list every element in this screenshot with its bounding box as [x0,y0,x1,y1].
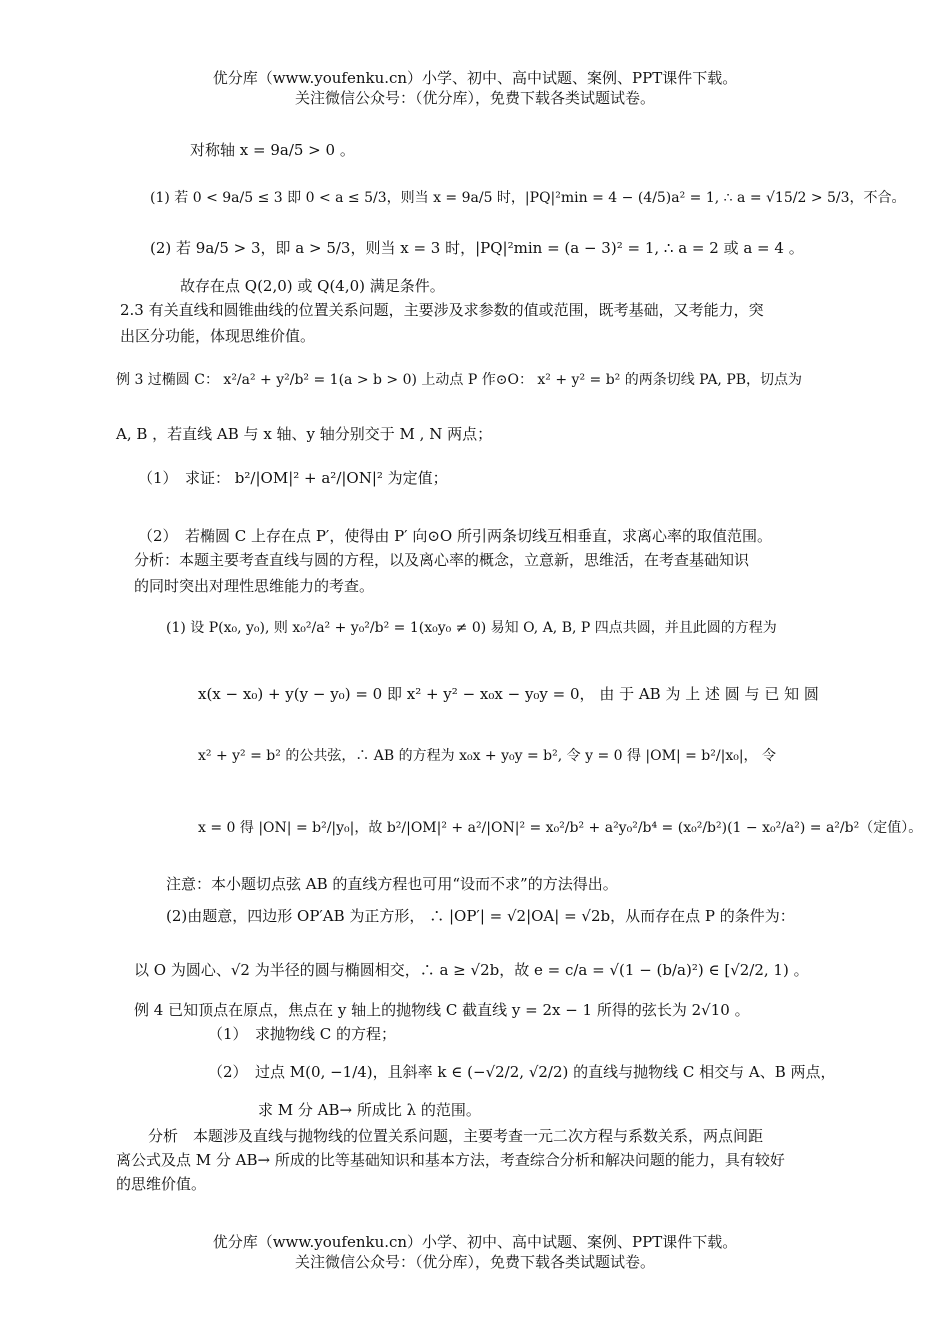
example-3-question-1: （1） 求证： b²/|OM|² + a²/|ON|² 为定值； [138,469,448,487]
example-4-line-1: 例 4 已知顶点在原点，焦点在 y 轴上的抛物线 C 截直线 y = 2x − 1 所得的弦长为 2√10 。 [134,1001,750,1019]
solution-2-line-2: 以 O 为圆心、√2 为半径的圆与椭圆相交，∴ a ≥ √2b，故 e = c/a = √(1 − (b/a)²) ∈ [√2/2, 1) 。 [134,961,809,979]
footer-line-1: 优分库（www.youfenku.cn）小学、初中、高中试题、案例、PPT课件下载。 [212,1233,738,1251]
section-2-3-line-1: 2.3 有关直线和圆锥曲线的位置关系问题，主要涉及求参数的值或范围，既考基础，又考能力，突 [120,301,764,319]
analysis-3-line-1: 分析：本题主要考查直线与圆的方程，以及离心率的概念，立意新，思维活，在考查基础知识 [134,551,750,569]
example-4-question-1: （1） 求抛物线 C 的方程； [208,1025,397,1043]
section-2-3-line-2: 出区分功能，体现思维价值。 [120,327,316,345]
example-4-question-2-cont: 求 M 分 AB→ 所成比 λ 的范围。 [258,1101,481,1119]
analysis-4-line-1: 分析 本题涉及直线与抛物线的位置关系问题，主要考查一元二次方程与系数关系，两点间距 [148,1127,764,1145]
footer-line-2: 关注微信公众号：（优分库），免费下载各类试题试卷。 [294,1253,655,1271]
solution-1-line-1: (1) 设 P(x₀, y₀), 则 x₀²/a² + y₀²/b² = 1(x₀y₀ ≠ 0) 易知 O, A, B, P 四点共圆，并且此圆的方程为 [166,620,777,636]
conclusion: 故存在点 Q(2,0) 或 Q(4,0) 满足条件。 [180,277,445,295]
example-3-line-2: A, B ，若直线 AB 与 x 轴、y 轴分别交于 M , N 两点； [116,425,493,443]
header-line-1: 优分库（www.youfenku.cn）小学、初中、高中试题、案例、PPT课件下载。 [212,69,738,87]
analysis-4-line-2: 离公式及点 M 分 AB→ 所成的比等基础知识和基本方法，考查综合分析和解决问题的能力，具有较好 [116,1151,785,1169]
solution-1-line-3: x² + y² = b² 的公共弦，∴ AB 的方程为 x₀x + y₀y = b², 令 y = 0 得 |OM| = b²/|x₀|， 令 [198,748,776,764]
solution-2-line-1: (2)由题意，四边形 OP′AB 为正方形， ∴ |OP′| = √2|OA| = √2b，从而存在点 P 的条件为： [166,907,795,925]
note: 注意：本小题切点弦 AB 的直线方程也可用“设而不求”的方法得出。 [166,875,618,893]
example-3-question-2: （2） 若椭圆 C 上存在点 P′，使得由 P′ 向⊙O 所引两条切线互相垂直，求离心率的取值范围。 [138,527,772,545]
header-line-2: 关注微信公众号：（优分库），免费下载各类试题试卷。 [294,89,655,107]
example-3-line-1: 例 3 过椭圆 C： x²/a² + y²/b² = 1(a > b > 0) 上动点 P 作⊙O： x² + y² = b² 的两条切线 PA, PB，切点为 [116,372,803,388]
solution-1-line-2: x(x − x₀) + y(y − y₀) = 0 即 x² + y² − x₀x − y₀y = 0， 由 于 AB 为 上 述 圆 与 已 知 圆 [198,685,819,703]
example-4-question-2: （2） 过点 M(0, −1/4)，且斜率 k ∈ (−√2/2, √2/2) 的直线与抛物线 C 相交与 A、B 两点， [208,1063,836,1081]
analysis-3-line-2: 的同时突出对理性思维能力的考查。 [134,577,375,595]
solution-1-line-4: x = 0 得 |ON| = b²/|y₀|，故 b²/|OM|² + a²/|ON|² = x₀²/b² + a²y₀²/b⁴ = (x₀²/b²)(1 − x₀²/a²) = a²/b²（定值）。 [198,820,923,836]
case-2: (2) 若 9a/5 > 3，即 a > 5/3，则当 x = 3 时，|PQ|²min = (a − 3)² = 1, ∴ a = 2 或 a = 4 。 [150,239,804,257]
axis-line: 对称轴 x = 9a/5 > 0 。 [190,141,355,159]
analysis-4-line-3: 的思维价值。 [116,1175,207,1193]
case-1: (1) 若 0 < 9a/5 ≤ 3 即 0 < a ≤ 5/3，则当 x = 9a/5 时，|PQ|²min = 4 − (4/5)a² = 1, ∴ a = √15/2 > 5/3，不合。 [150,190,906,206]
